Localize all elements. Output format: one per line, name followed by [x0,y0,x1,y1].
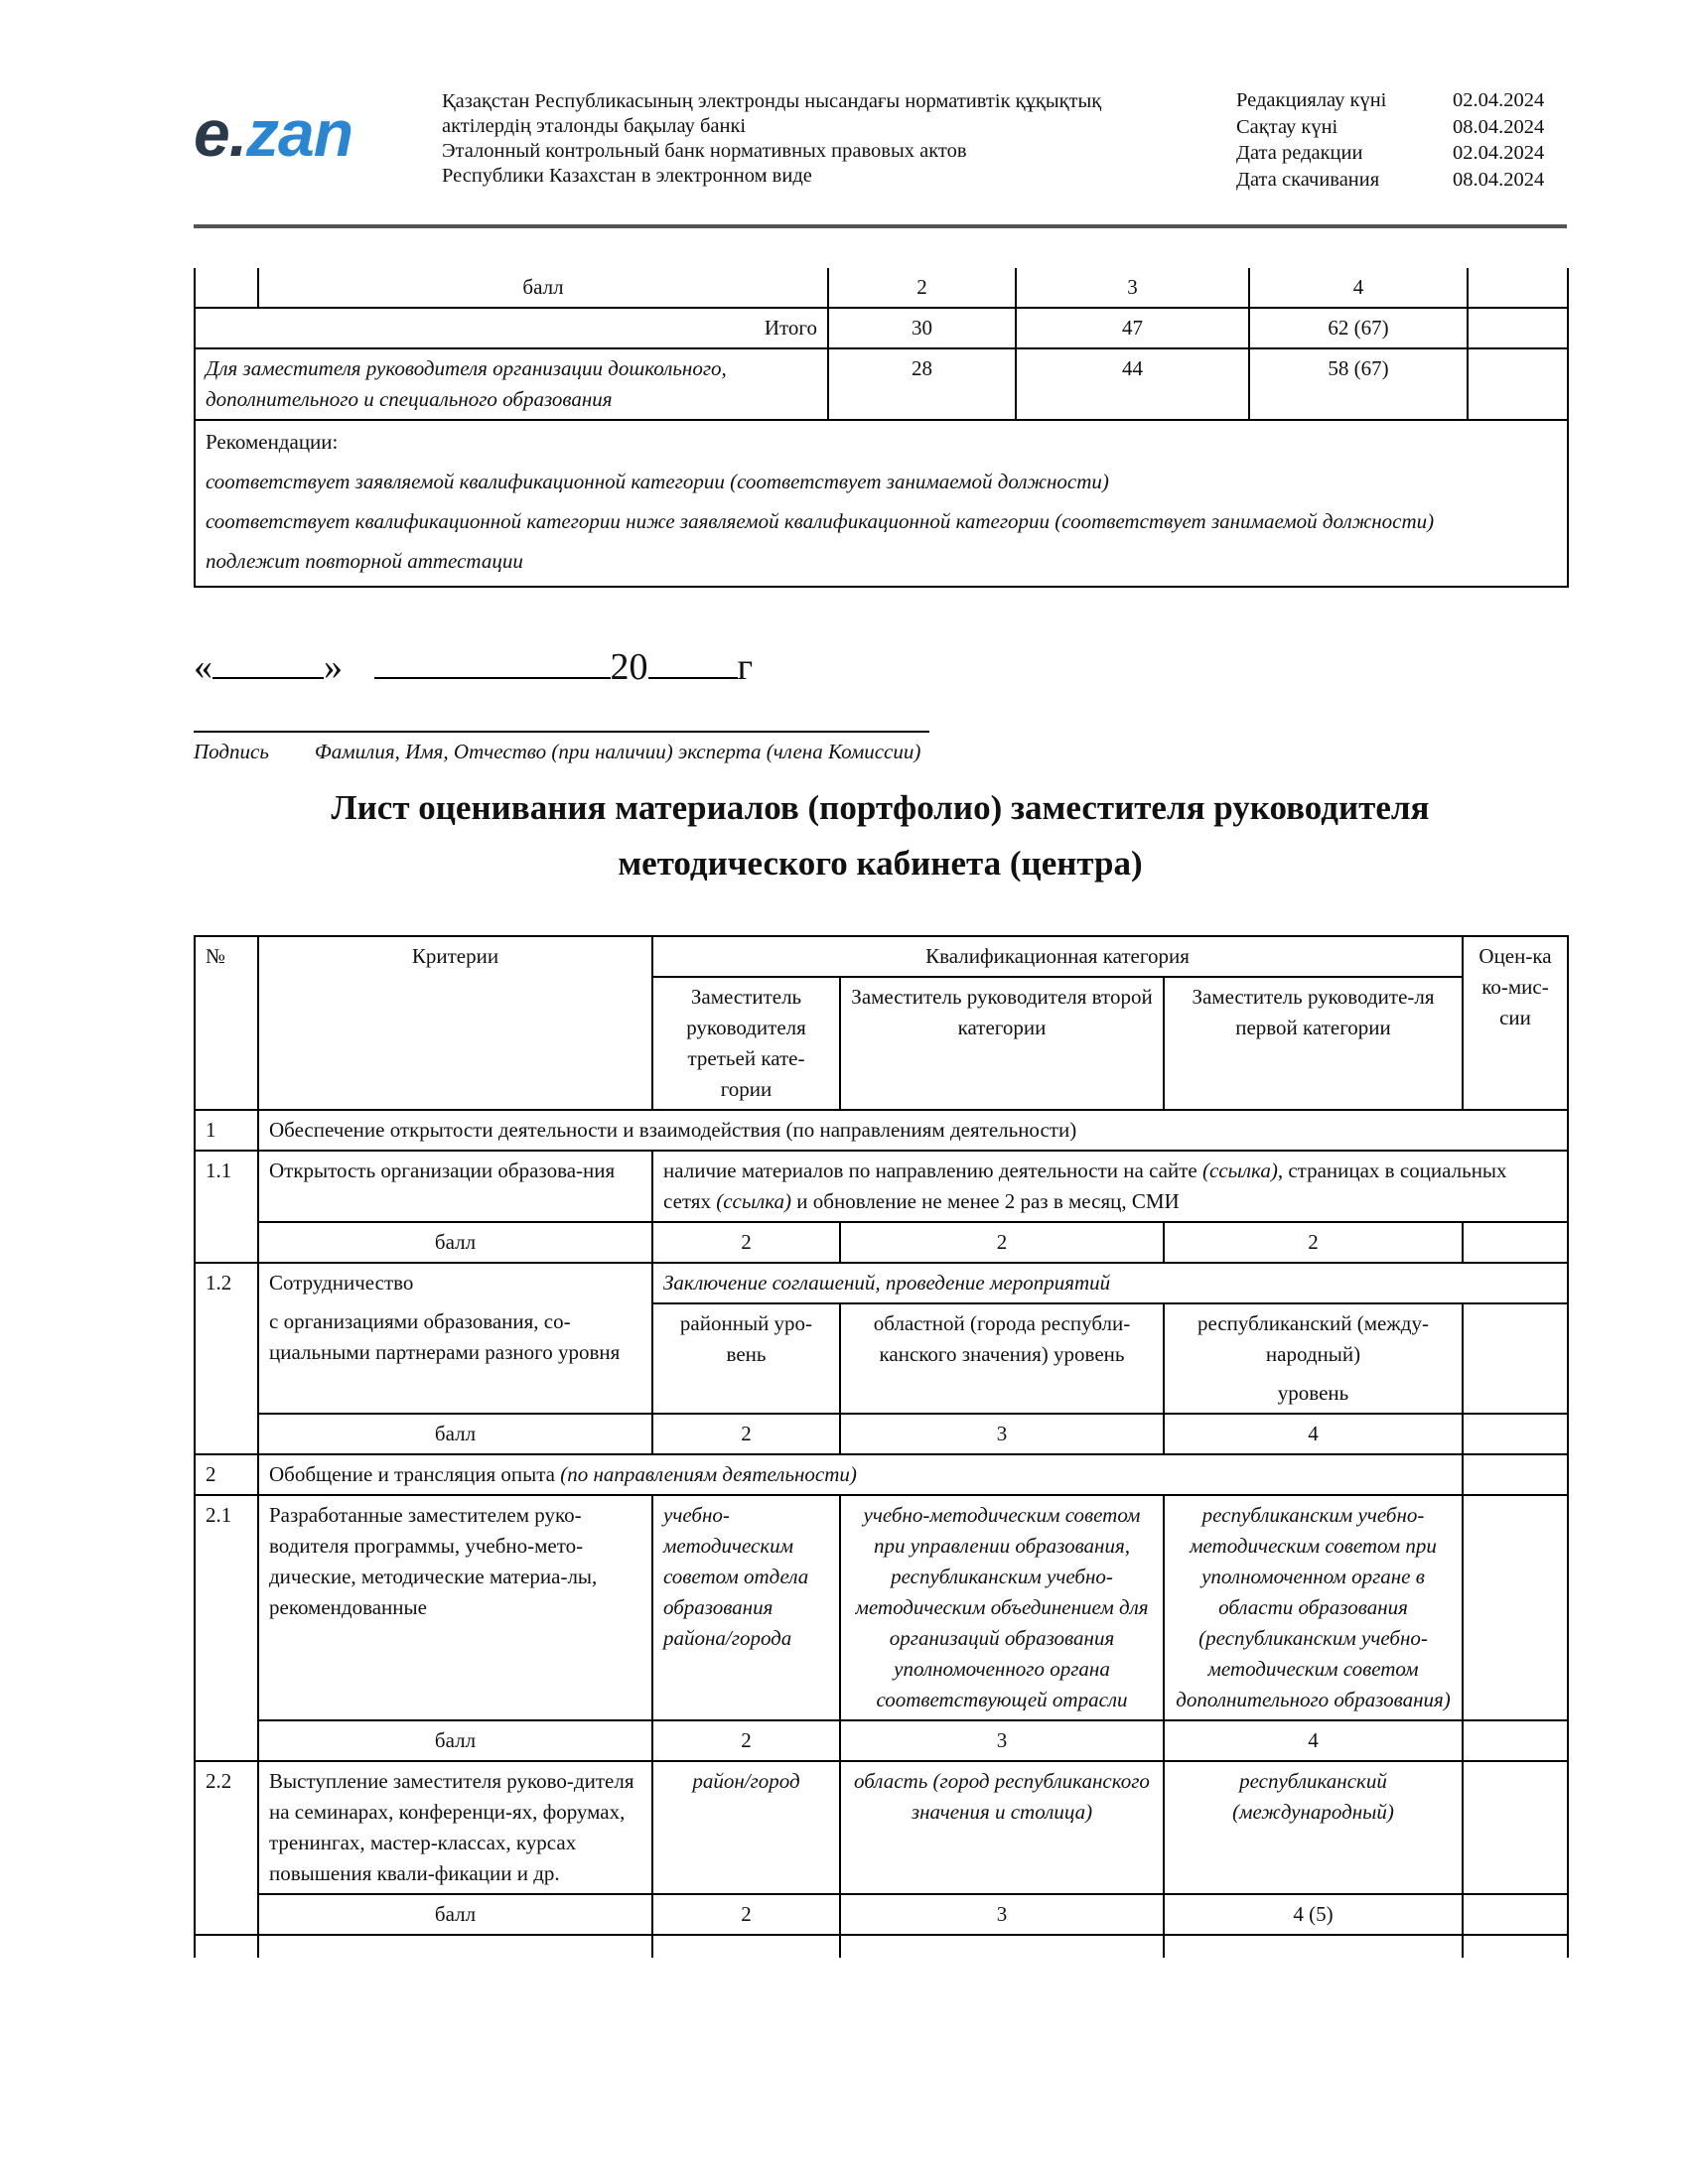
recommendations-title: Рекомендации: [206,430,339,454]
table-row-continued [195,1935,1568,1958]
date-signature-line: « » 20 г [194,646,754,688]
table-row: балл 2 3 4 [195,1720,1568,1761]
previous-table-end [194,268,1569,588]
ezan-logo[interactable]: e.zan [194,96,353,170]
table-row: балл 2 2 2 [195,1222,1568,1263]
signature-caption: Подпись Фамилия, Имя, Отчество (при наличии) эксперта (члена Комиссии) [194,740,921,763]
section-row: 2 Обобщение и трансляция опыта (по направлениям деятельности) [195,1454,1568,1495]
table-row: 2.1 Разработанные заместителем руко-водителя программы, учебно-мето-дические, методические материа-лы, рекомендованные учебно-методическим советом отдела образования района/города учебно-методическим советом при управлении образования, республиканским учебно-методическим объединением для организаций образования уполномоченного органа соответствующей отрасли республиканским учебно-методическим советом при уполномоченном органе в области образования (республиканским учебно-методическим советом дополнительного образования) [195,1495,1568,1720]
header-source-text: Қазақстан Республикасының электронды нысандағы нормативтік құқықтық актілердің эталонды бақылау банкі Эталонный контрольный банк нормативных правовых актов Республики Казахстан в электронном виде [442,90,1102,187]
header-divider [194,224,1567,228]
ball-label: балл [258,268,828,308]
table-row: 1.2 Сотрудничество с организациями образования, со-циальными партнерами разного уровня Заключение соглашений, проведение мероприятий [195,1263,1568,1303]
table-row: балл 2 3 4 [195,1414,1568,1454]
header-dates: Редакциялау күні 02.04.2024 Сақтау күні 08.04.2024 Дата редакции 02.04.2024 Дата скачивания 08.04.2024 [1236,89,1545,191]
deputy-total-row: Для заместителя руководителя организации дошкольного, дополнительного и специального образования 28 44 58 (67) [195,348,1568,420]
table-row: 2.2 Выступление заместителя руково-дителя на семинарах, конференци-ях, форумах, тренингах, мастер-классах, курсах повышения квали-фикации и др. район/город область (город республиканского значения и столица) республиканский (международный) [195,1761,1568,1894]
document-header [194,79,1564,228]
section-row: 1 Обеспечение открытости деятельности и взаимодействия (по направлениям деятельности) [195,1110,1568,1151]
table-header-row: Заместитель руководителя третьей кате-гории Заместитель руководителя второй категории Заместитель руководите-ля первой категории [195,977,1568,1110]
evaluation-table [194,935,1569,1958]
table-row: балл 2 3 4 [195,268,1568,308]
table-header-row: № Критерии Квалификационная категория Оцен-ка ко-мис-сии [195,936,1568,977]
recommendation-item: соответствует заявляемой квалификационной категории (соответствует занимаемой должности) [206,470,1109,493]
page-title: Лист оценивания материалов (портфолио) заместителя руководителя методического кабинета (центра) [331,788,1430,883]
table-row: 1.1 Открытость организации образова-ния наличие материалов по направлению деятельности на сайте (ссылка), страницах в социальных сетях (ссылка) и обновление не менее 2 раз в месяц, СМИ [195,1151,1568,1222]
signature-rule [194,731,929,733]
recommendations-row [195,420,1568,587]
recommendation-item: соответствует квалификационной категории ниже заявляемой квалификационной категории (соответствует занимаемой должности) [206,509,1435,533]
total-row: Итого 30 47 62 (67) [195,308,1568,348]
recommendation-item: подлежит повторной аттестации [206,549,523,573]
table-row: балл 2 3 4 (5) [195,1894,1568,1935]
table-row: районный уро-вень областной (города республи-канского значения) уровень республиканский (между-народный) уровень [195,1303,1568,1414]
